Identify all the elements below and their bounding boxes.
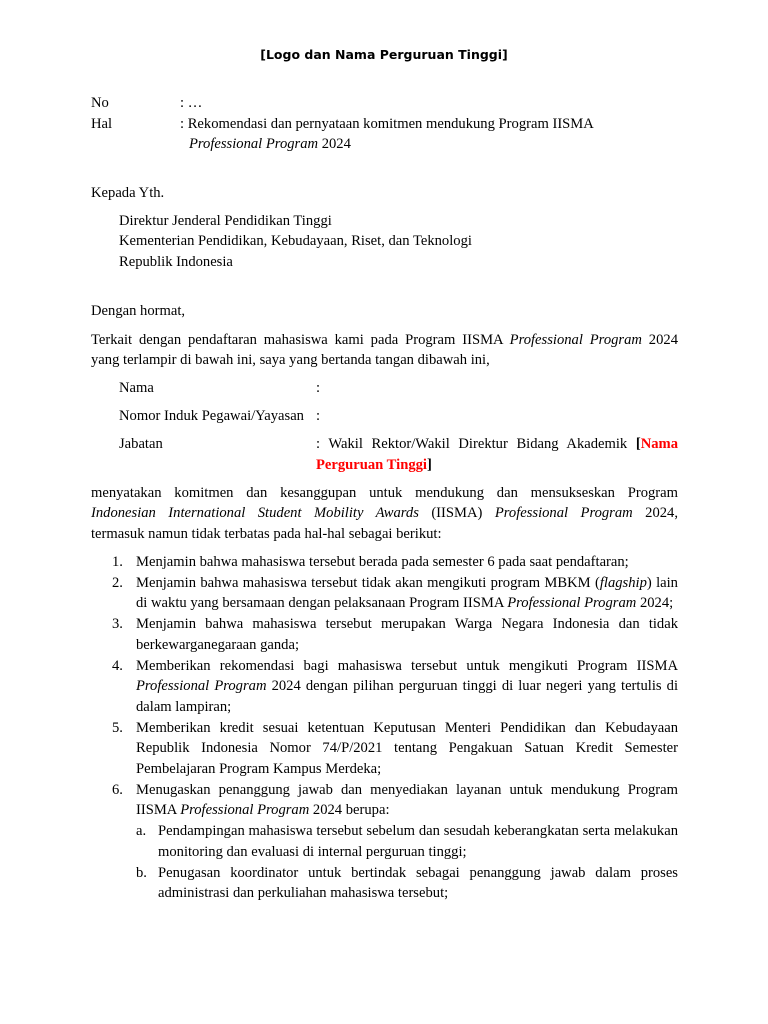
intro-line-2: yang terlampir di bawah ini, saya yang bertanda tangan dibawah ini, xyxy=(91,352,490,368)
list-item xyxy=(112,718,678,780)
field-jabatan-label: Jabatan xyxy=(119,436,163,452)
list-text-part: Menugaskan penanggung jawab dan menyediakan layanan untuk mendukung Program IISMA xyxy=(136,781,678,819)
statement-italic-2: Professional Program xyxy=(494,505,633,521)
field-nama-colon: : xyxy=(316,380,321,396)
institution-placeholder-1: Nama xyxy=(640,436,678,452)
list-item xyxy=(112,780,678,904)
list-number: 1. xyxy=(112,554,123,570)
list-text-part: Menjamin bahwa mahasiswa tersebut tidak akan mengikuti program MBKM ( xyxy=(136,574,600,591)
bracket-open: [ xyxy=(635,436,641,452)
list-item xyxy=(112,614,678,655)
list-number: 2. xyxy=(112,574,123,591)
statement-mid: (IISMA) xyxy=(418,505,495,521)
field-jabatan-text: Wakil Rektor/Wakil Direktur Bidang Akademik xyxy=(328,436,628,452)
hal-value-line1: : Rekomendasi dan pernyataan komitmen mendukung Program IISMA xyxy=(180,116,594,132)
commitment-list xyxy=(112,552,678,904)
no-label: No xyxy=(91,95,109,111)
statement-line-1: menyatakan komitmen dan kesanggupan untuk mendukung dan mensukseskan Program xyxy=(91,485,678,501)
list-text xyxy=(136,780,678,821)
list-number: 4. xyxy=(112,657,123,674)
sub-list-item xyxy=(136,863,678,904)
recipient-line-1: Direktur Jenderal Pendidikan Tinggi xyxy=(119,213,332,229)
statement-italic-1: Indonesian International Student Mobility Awards xyxy=(91,505,419,521)
list-text-part: 2024; xyxy=(636,595,674,612)
hal-italic: Professional Program xyxy=(189,136,319,152)
hal-year: 2024 xyxy=(318,136,351,152)
list-text: Memberikan kredit sesuai ketentuan Keputusan Menteri Pendidikan dan Kebudayaan Republik Indonesia Nomor 74/P/2021 tentang Pengakuan Satuan Kredit Semester Pembelajaran Program Kampus Merdeka; xyxy=(136,719,678,778)
statement-line-3: termasuk namun tidak terbatas pada hal-hal sebagai berikut: xyxy=(91,526,442,542)
salutation: Dengan hormat, xyxy=(91,303,186,319)
field-nip-colon: : xyxy=(316,408,321,424)
no-value: : … xyxy=(180,95,203,111)
statement-line-2 xyxy=(91,503,678,524)
list-text xyxy=(136,656,678,718)
field-nama-label: Nama xyxy=(119,380,154,396)
intro-line-1 xyxy=(91,330,678,351)
bracket-close: ] xyxy=(426,457,432,473)
sub-list-text: Penugasan koordinator untuk bertindak sebagai penanggung jawab dalam proses administrasi dan perkuliahan mahasiswa tersebut; xyxy=(158,864,678,902)
field-nip-label: Nomor Induk Pegawai/Yayasan xyxy=(119,408,304,424)
list-text-italic: Professional Program xyxy=(507,595,637,612)
field-jabatan-value-line1 xyxy=(316,434,678,455)
intro-text: Terkait dengan pendaftaran mahasiswa kami pada Program IISMA xyxy=(91,332,510,348)
intro-year: 2024 xyxy=(641,332,678,348)
list-text: Menjamin bahwa mahasiswa tersebut berada pada semester 6 pada saat pendaftaran; xyxy=(136,554,629,570)
list-item xyxy=(112,573,678,614)
intro-italic: Professional Program xyxy=(509,332,642,348)
hal-label: Hal xyxy=(91,116,113,132)
letterhead-placeholder: [Logo dan Nama Perguruan Tinggi] xyxy=(260,47,508,62)
field-jabatan-colon: : xyxy=(316,436,321,452)
institution-placeholder-2: Perguruan Tinggi xyxy=(316,457,427,473)
list-text-part: ) lain di waktu yang bersamaan dengan pelaksanaan Program IISMA xyxy=(136,574,678,612)
list-text-italic: Professional Program xyxy=(180,802,310,819)
sub-list xyxy=(136,821,678,904)
list-number: 5. xyxy=(112,719,123,736)
list-item xyxy=(112,656,678,718)
sub-list-letter: b. xyxy=(136,864,147,881)
list-text xyxy=(136,573,678,614)
field-jabatan-value-line2 xyxy=(316,455,432,476)
list-text-italic: flagship xyxy=(599,574,647,591)
recipient-greeting: Kepada Yth. xyxy=(91,185,165,201)
recipient-line-2: Kementerian Pendidikan, Kebudayaan, Riset, dan Teknologi xyxy=(119,233,472,249)
list-text-italic: Professional Program xyxy=(136,678,267,695)
statement-end: 2024, xyxy=(632,505,678,521)
sub-list-text: Pendampingan mahasiswa tersebut sebelum dan sesudah keberangkatan serta melakukan monitoring dan evaluasi di internal perguruan tinggi; xyxy=(158,823,678,860)
sub-list-letter: a. xyxy=(136,823,147,840)
list-item xyxy=(112,552,678,573)
list-text-part: 2024 berupa: xyxy=(309,802,390,819)
list-number: 6. xyxy=(112,781,123,798)
sub-list-item xyxy=(136,821,678,862)
list-text-part: Memberikan rekomendasi bagi mahasiswa tersebut untuk mengikuti Program IISMA xyxy=(136,657,678,674)
list-text: Menjamin bahwa mahasiswa tersebut merupakan Warga Negara Indonesia dan tidak berkewarganegaraan ganda; xyxy=(136,616,678,653)
list-text-part: 2024 dengan pilihan perguruan tinggi di luar negeri yang tertulis di dalam lampiran; xyxy=(136,678,678,715)
recipient-line-3: Republik Indonesia xyxy=(119,254,233,270)
hal-value-line2 xyxy=(189,134,689,155)
list-number: 3. xyxy=(112,616,123,633)
